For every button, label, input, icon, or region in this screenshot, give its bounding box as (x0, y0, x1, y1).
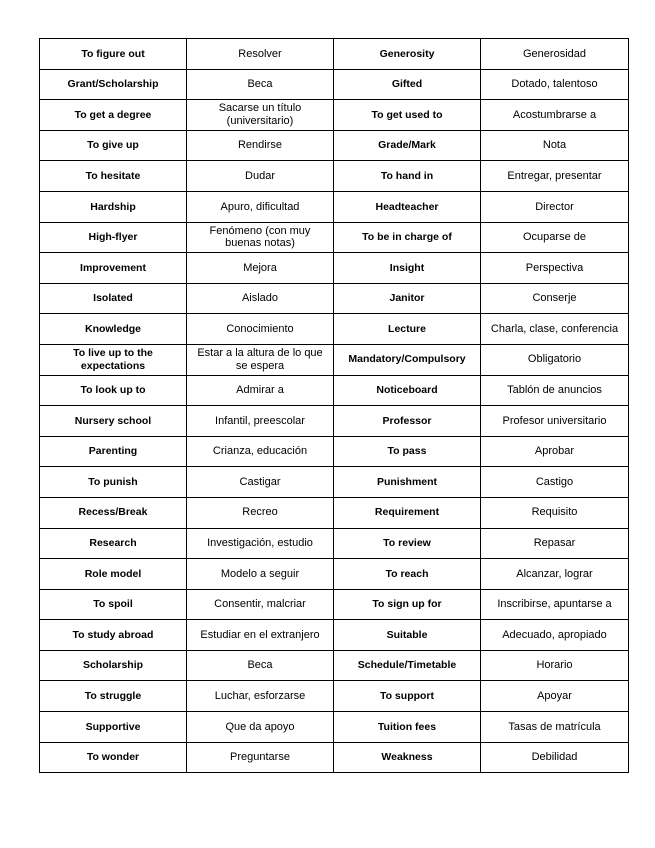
spanish-translation-cell: Perspectiva (481, 253, 629, 284)
spanish-translation-cell: Aislado (187, 283, 334, 314)
english-term-cell: Mandatory/Compulsory (334, 344, 481, 375)
table-row (40, 650, 629, 681)
english-term-cell: Improvement (40, 253, 187, 284)
table-row (40, 375, 629, 406)
spanish-translation-cell: Apoyar (481, 681, 629, 712)
english-term-cell: Recess/Break (40, 497, 187, 528)
table-row (40, 344, 629, 375)
spanish-translation-cell: Conserje (481, 283, 629, 314)
english-term-cell: To wonder (40, 742, 187, 773)
english-term-cell: To be in charge of (334, 222, 481, 253)
english-term-cell: Schedule/Timetable (334, 650, 481, 681)
english-term-cell: Parenting (40, 436, 187, 467)
table-row (40, 100, 629, 131)
english-term-cell: To get a degree (40, 100, 187, 131)
table-row (40, 222, 629, 253)
english-term-cell: Role model (40, 559, 187, 590)
english-term-cell: To figure out (40, 39, 187, 70)
spanish-translation-cell: Fenómeno (con muy buenas notas) (187, 222, 334, 253)
english-term-cell: Tuition fees (334, 712, 481, 743)
english-term-cell: Grade/Mark (334, 130, 481, 161)
english-term-cell: Gifted (334, 69, 481, 100)
spanish-translation-cell: Alcanzar, lograr (481, 559, 629, 590)
spanish-translation-cell: Que da apoyo (187, 712, 334, 743)
table-row (40, 712, 629, 743)
spanish-translation-cell: Apuro, dificultad (187, 191, 334, 222)
spanish-translation-cell: Consentir, malcriar (187, 589, 334, 620)
spanish-translation-cell: Tasas de matrícula (481, 712, 629, 743)
english-term-cell: To hesitate (40, 161, 187, 192)
spanish-translation-cell: Investigación, estudio (187, 528, 334, 559)
english-term-cell: Grant/Scholarship (40, 69, 187, 100)
english-term-cell: To look up to (40, 375, 187, 406)
table-row (40, 314, 629, 345)
english-term-cell: Hardship (40, 191, 187, 222)
english-term-cell: High-flyer (40, 222, 187, 253)
english-term-cell: Lecture (334, 314, 481, 345)
english-term-cell: Suitable (334, 620, 481, 651)
spanish-translation-cell: Repasar (481, 528, 629, 559)
english-term-cell: To sign up for (334, 589, 481, 620)
spanish-translation-cell: Adecuado, apropiado (481, 620, 629, 651)
english-term-cell: Professor (334, 406, 481, 437)
spanish-translation-cell: Tablón de anuncios (481, 375, 629, 406)
english-term-cell: To give up (40, 130, 187, 161)
english-term-cell: Insight (334, 253, 481, 284)
spanish-translation-cell: Estar a la altura de lo que se espera (187, 344, 334, 375)
spanish-translation-cell: Recreo (187, 497, 334, 528)
spanish-translation-cell: Ocuparse de (481, 222, 629, 253)
english-term-cell: To punish (40, 467, 187, 498)
english-term-cell: To review (334, 528, 481, 559)
english-term-cell: Supportive (40, 712, 187, 743)
table-row (40, 559, 629, 590)
spanish-translation-cell: Beca (187, 650, 334, 681)
english-term-cell: Knowledge (40, 314, 187, 345)
vocabulary-table (39, 38, 629, 773)
english-term-cell: Isolated (40, 283, 187, 314)
spanish-translation-cell: Mejora (187, 253, 334, 284)
english-term-cell: Janitor (334, 283, 481, 314)
table-row (40, 283, 629, 314)
spanish-translation-cell: Inscribirse, apuntarse a (481, 589, 629, 620)
english-term-cell: To struggle (40, 681, 187, 712)
english-term-cell: Generosity (334, 39, 481, 70)
english-term-cell: Nursery school (40, 406, 187, 437)
english-term-cell: To study abroad (40, 620, 187, 651)
spanish-translation-cell: Beca (187, 69, 334, 100)
table-row (40, 528, 629, 559)
table-row (40, 69, 629, 100)
spanish-translation-cell: Acostumbrarse a (481, 100, 629, 131)
spanish-translation-cell: Nota (481, 130, 629, 161)
table-row (40, 497, 629, 528)
english-term-cell: To support (334, 681, 481, 712)
english-term-cell: Punishment (334, 467, 481, 498)
english-term-cell: To get used to (334, 100, 481, 131)
english-term-cell: To spoil (40, 589, 187, 620)
table-row (40, 589, 629, 620)
spanish-translation-cell: Dotado, talentoso (481, 69, 629, 100)
spanish-translation-cell: Requisito (481, 497, 629, 528)
spanish-translation-cell: Estudiar en el extranjero (187, 620, 334, 651)
spanish-translation-cell: Entregar, presentar (481, 161, 629, 192)
english-term-cell: To live up to the expectations (40, 344, 187, 375)
english-term-cell: Headteacher (334, 191, 481, 222)
spanish-translation-cell: Resolver (187, 39, 334, 70)
spanish-translation-cell: Generosidad (481, 39, 629, 70)
english-term-cell: Research (40, 528, 187, 559)
spanish-translation-cell: Aprobar (481, 436, 629, 467)
spanish-translation-cell: Debilidad (481, 742, 629, 773)
spanish-translation-cell: Sacarse un título (universitario) (187, 100, 334, 131)
table-row (40, 620, 629, 651)
english-term-cell: Noticeboard (334, 375, 481, 406)
spanish-translation-cell: Conocimiento (187, 314, 334, 345)
table-row (40, 406, 629, 437)
spanish-translation-cell: Crianza, educación (187, 436, 334, 467)
english-term-cell: Weakness (334, 742, 481, 773)
spanish-translation-cell: Rendirse (187, 130, 334, 161)
english-term-cell: Requirement (334, 497, 481, 528)
spanish-translation-cell: Charla, clase, conferencia (481, 314, 629, 345)
spanish-translation-cell: Preguntarse (187, 742, 334, 773)
vocabulary-table-body (40, 39, 629, 773)
spanish-translation-cell: Admirar a (187, 375, 334, 406)
spanish-translation-cell: Castigo (481, 467, 629, 498)
table-row (40, 161, 629, 192)
english-term-cell: Scholarship (40, 650, 187, 681)
table-row (40, 130, 629, 161)
table-row (40, 436, 629, 467)
spanish-translation-cell: Dudar (187, 161, 334, 192)
table-row (40, 742, 629, 773)
spanish-translation-cell: Obligatorio (481, 344, 629, 375)
spanish-translation-cell: Director (481, 191, 629, 222)
english-term-cell: To reach (334, 559, 481, 590)
spanish-translation-cell: Modelo a seguir (187, 559, 334, 590)
table-row (40, 191, 629, 222)
table-row (40, 253, 629, 284)
table-row (40, 681, 629, 712)
table-row (40, 39, 629, 70)
spanish-translation-cell: Horario (481, 650, 629, 681)
spanish-translation-cell: Castigar (187, 467, 334, 498)
spanish-translation-cell: Infantil, preescolar (187, 406, 334, 437)
english-term-cell: To hand in (334, 161, 481, 192)
spanish-translation-cell: Luchar, esforzarse (187, 681, 334, 712)
spanish-translation-cell: Profesor universitario (481, 406, 629, 437)
table-row (40, 467, 629, 498)
english-term-cell: To pass (334, 436, 481, 467)
